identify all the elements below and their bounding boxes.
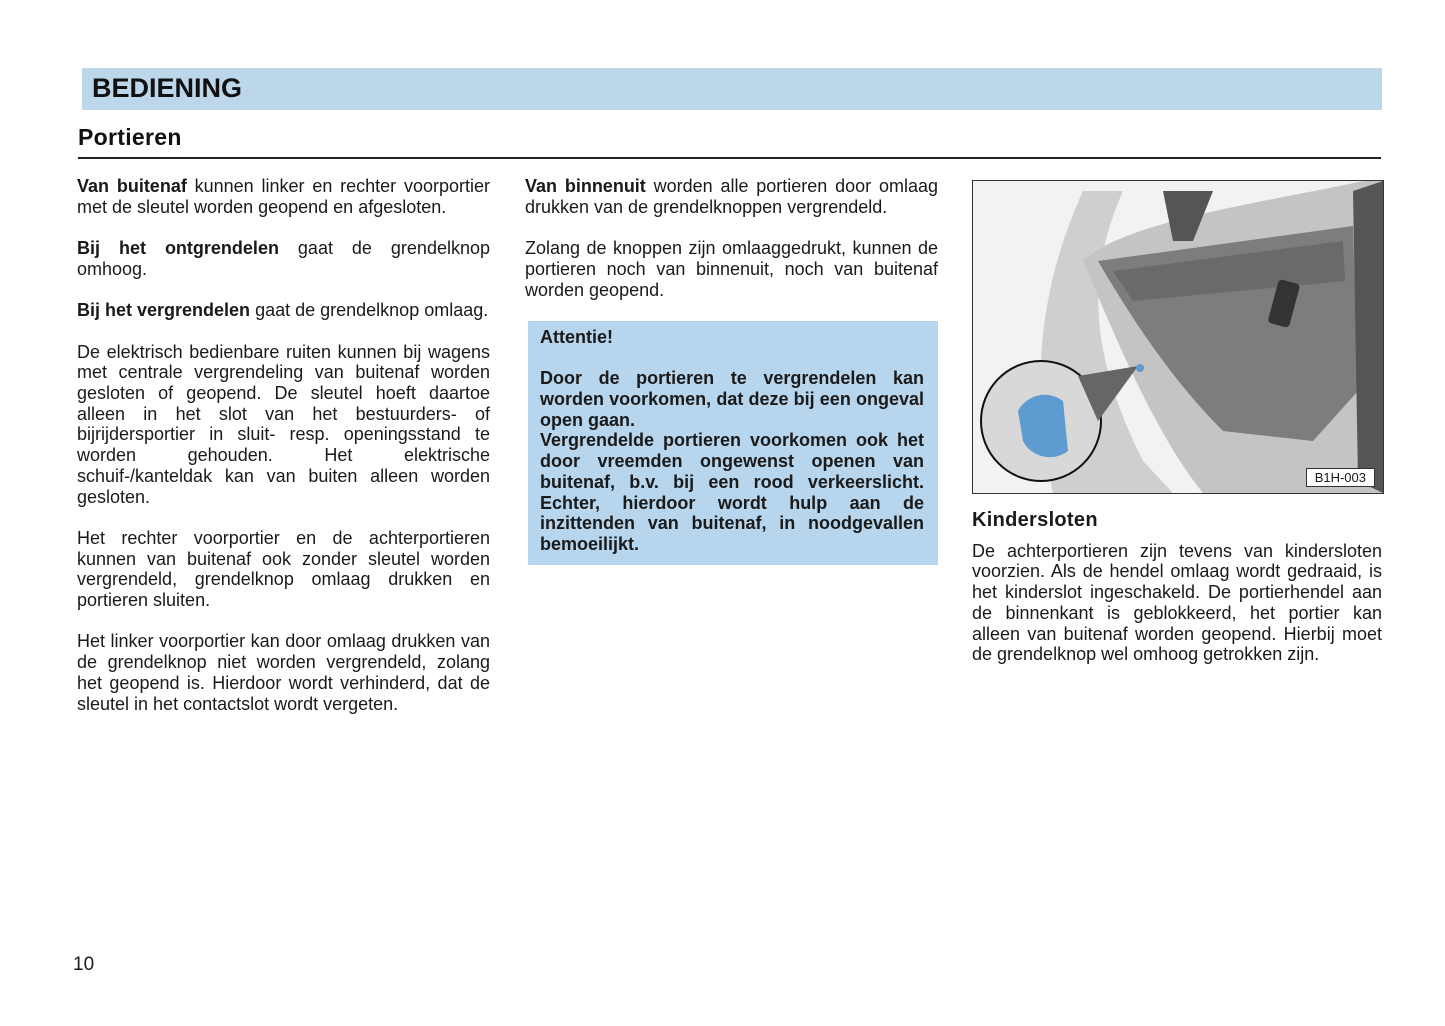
attention-title: Attentie! [540, 326, 613, 347]
lead: Bij het vergrendelen [77, 300, 251, 321]
page-title: Portieren [78, 124, 182, 150]
column-middle [525, 176, 938, 565]
text: gaat de grendelknop omhoog. [77, 238, 490, 279]
paragraph [77, 300, 490, 321]
kindersloten-heading: Kindersloten [972, 509, 1098, 531]
lead: Van binnenuit [525, 176, 646, 196]
lead: Bij het ontgrendelen [77, 238, 279, 259]
section-title: BEDIENING [92, 73, 243, 103]
text: worden alle portieren door omlaag drukken van de grendelknoppen vergrendeld. [525, 176, 938, 217]
paragraph: Het rechter voorportier en de achterportieren kunnen van buitenaf ook zonder sleutel worden vergrendeld, grendelknop omlaag drukken en portieren sluiten. [77, 527, 490, 610]
text: gaat de grendelknop omlaag. [250, 300, 489, 321]
attention-text-2: Vergrendelde portieren voorkomen ook het door vreemden ongewenst openen van buitenaf, b.v. bij een rood verkeerslicht. Echter, hierdoor wordt hulp aan de inzittenden van buitenaf, in noodgevallen bemoeilijkt. [540, 430, 924, 554]
paragraph [525, 176, 938, 217]
column-left [77, 176, 490, 735]
figure-label: B1H-003 [1306, 468, 1375, 487]
door-illustration [972, 180, 1384, 494]
attention-text-1: Door de portieren te vergrendelen kan worden voorkomen, dat deze bij een ongeval open gaan. [540, 368, 924, 430]
paragraph [77, 238, 490, 279]
paragraph: Het linker voorportier kan door omlaag drukken van de grendelknop niet worden vergrendeld, zolang het geopend is. Hierdoor wordt verhinderd, dat de sleutel in het contactslot wordt vergeten. [77, 631, 490, 714]
paragraph: Zolang de knoppen zijn omlaaggedrukt, kunnen de portieren noch van binnenuit, noch van buitenaf worden geopend. [525, 238, 938, 300]
paragraph: De elektrisch bedienbare ruiten kunnen bij wagens met centrale vergrendeling van buitenaf worden gesloten of geopend. De sleutel hoeft daartoe alleen in het slot van het bestuurders- of bijrijdersportier in sluit- resp. openingsstand te worden gehouden. Het elektrische schuif-/kanteldak kan van buiten alleen worden gesloten. [77, 341, 490, 507]
page-number: 10 [73, 954, 95, 975]
title-rule [78, 157, 1381, 159]
paragraph [77, 176, 490, 217]
door-drawing [973, 181, 1383, 493]
lead: Van buitenaf [77, 176, 187, 196]
text: kunnen linker en rechter voorportier met de sleutel worden geopend en afgesloten. [77, 176, 491, 217]
column-right [972, 510, 1382, 686]
attention-box [528, 321, 938, 565]
paragraph: De achterportieren zijn tevens van kindersloten voorzien. Als de hendel omlaag wordt gedraaid, is het kinderslot ingeschakeld. De portierhendel aan de binnenkant is geblokkeerd, het portier kan alleen van buitenaf worden geopend. Hierbij moet de grendelknop wel omhoog getrokken zijn. [972, 540, 1382, 665]
section-header-band [82, 68, 1382, 110]
